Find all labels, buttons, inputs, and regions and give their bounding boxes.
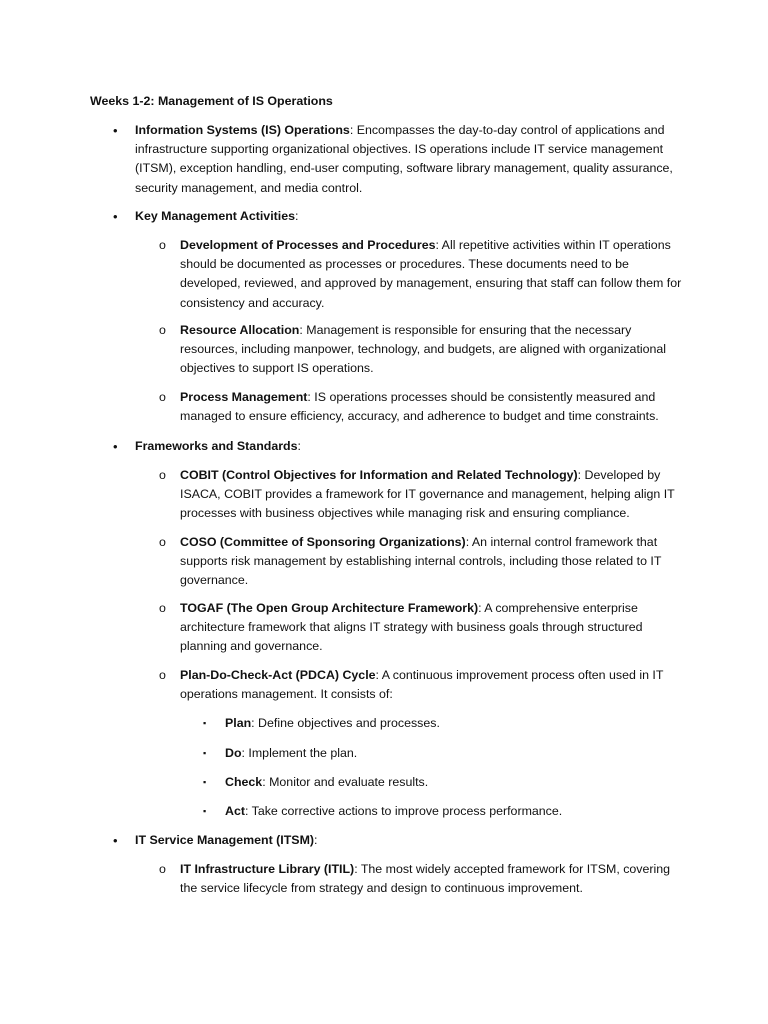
item-term: Development of Processes and Procedures [180,238,436,252]
bullet-marker: • [113,123,118,138]
item-text: : IS operations processes should be consistently measured and managed to ensure efficiency, accuracy, and adherence to budget and time constraints. [180,390,659,424]
item-term: Plan [225,716,252,730]
sublist-item-process-management [159,388,683,426]
item-text: : Take corrective actions to improve process performance. [244,804,563,818]
list-item-is-operations [113,121,683,198]
square-marker: ▪ [203,718,207,728]
item-text: : A continuous improvement process often used in IT operations management. It consists of: [180,668,664,702]
sublist-item-resource-allocation [159,321,683,379]
sublist-item-togaf [159,599,683,657]
sublist-item-processes-procedures [159,236,683,313]
sublist-item-itil [159,860,683,898]
item-term: Check [225,775,263,789]
circle-marker: o [159,668,166,682]
item-text: : Developed by ISACA, COBIT provides a framework for IT governance and management, helping align IT processes with business objectives while managing risk and ensuring compliance. [180,468,675,521]
item-text: : [297,439,301,453]
item-text: : Define objectives and processes. [251,716,440,730]
square-marker: ▪ [203,777,207,787]
list-item-key-management-activities [113,207,683,226]
pdca-step-plan [203,714,683,733]
item-term: Do [225,746,242,760]
sublist-item-coso [159,533,683,591]
pdca-step-do [203,744,683,763]
list-item-itsm [113,831,683,850]
pdca-step-act [203,802,683,821]
circle-marker: o [159,323,166,337]
item-term: Frameworks and Standards [135,439,298,453]
circle-marker: o [159,390,166,404]
bullet-marker: • [113,439,118,454]
sublist-item-pdca [159,666,683,704]
list-item-frameworks-standards [113,437,683,456]
item-term: Act [225,804,245,818]
bullet-marker: • [113,209,118,224]
item-term: Key Management Activities [135,209,295,223]
item-text: : A comprehensive enterprise architecture framework that aligns IT strategy with business goals through structured planning and governance. [180,601,643,654]
square-marker: ▪ [203,748,207,758]
item-text: : All repetitive activities within IT operations should be documented as processes or procedures. These documents need to be developed, reviewed, and approved by management, ensuring that staff can follow them for consistency and accuracy. [180,238,682,310]
square-marker: ▪ [203,806,207,816]
circle-marker: o [159,238,166,252]
pdca-step-check [203,773,683,792]
document-heading: Weeks 1-2: Management of IS Operations [90,94,333,108]
bullet-marker: • [113,833,118,848]
item-term: COSO (Committee of Sponsoring Organizations) [180,535,466,549]
circle-marker: o [159,601,166,615]
item-text: : Encompasses the day-to-day control of applications and infrastructure supporting organizational objectives. IS operations include IT service management (ITSM), exception handling, end-user computing, software library management, quality assurance, security management, and media control. [135,123,673,195]
circle-marker: o [159,535,166,549]
item-term: Resource Allocation [180,323,300,337]
item-term: Information Systems (IS) Operations [135,123,350,137]
item-text: : [314,833,318,847]
item-term: Process Management [180,390,308,404]
circle-marker: o [159,468,166,482]
item-term: IT Infrastructure Library (ITIL) [180,862,355,876]
item-text: : Monitor and evaluate results. [262,775,429,789]
item-term: IT Service Management (ITSM) [135,833,315,847]
item-text: : [294,209,299,223]
item-term: Plan-Do-Check-Act (PDCA) Cycle [180,668,376,682]
item-text: : Implement the plan. [241,746,358,760]
item-term: TOGAF (The Open Group Architecture Framework) [180,601,479,615]
circle-marker: o [159,862,166,876]
item-text: : An internal control framework that supports risk management by establishing internal controls, including those related to IT governance. [180,535,662,588]
item-text: : Management is responsible for ensuring that the necessary resources, including manpower, technology, and budgets, are aligned with organizational objectives to support IS operations. [180,323,667,376]
item-text: : The most widely accepted framework for ITSM, covering the service lifecycle from strategy and design to continuous improvement. [180,862,671,896]
sublist-item-cobit [159,466,683,524]
item-term: COBIT (Control Objectives for Information and Related Technology) [180,468,578,482]
